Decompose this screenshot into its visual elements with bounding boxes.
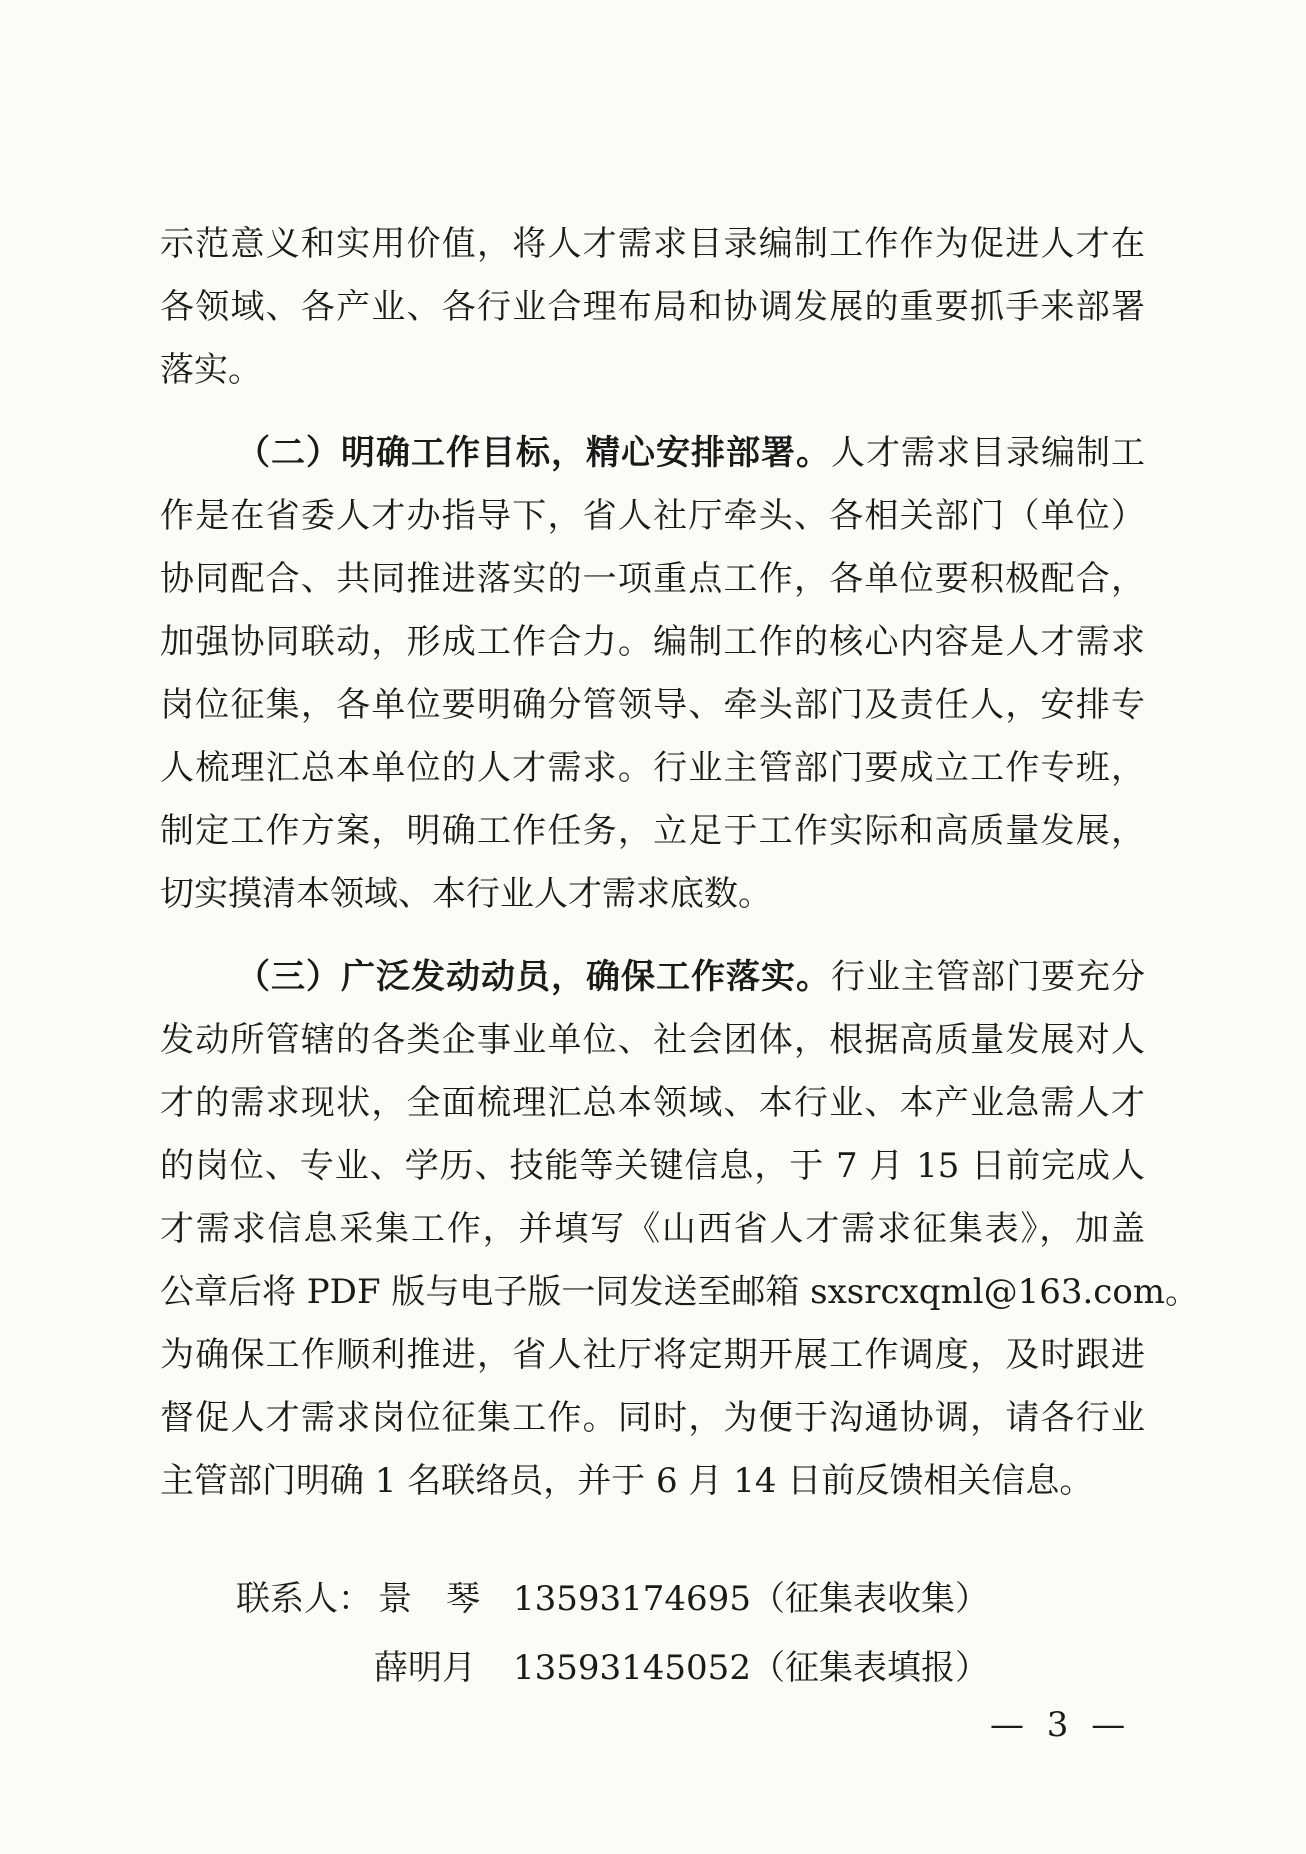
section-2-first-line <box>236 433 1145 473</box>
contact-2-phone: 13593145052（征集表填报） <box>513 1648 989 1688</box>
body-line-12: 才的需求现状，全面梳理汇总本领域、本行业、本产业急需人才 <box>160 1083 1145 1123</box>
body-line-11: 发动所管辖的各类企事业单位、社会团体，根据高质量发展对人 <box>160 1020 1145 1060</box>
contact-1-name: 景 琴 <box>378 1579 480 1619</box>
body-line-1: 示范意义和实用价值，将人才需求目录编制工作作为促进人才在 <box>160 224 1145 264</box>
contact-label: 联系人： <box>236 1579 372 1619</box>
body-line-5: 协同配合、共同推进落实的一项重点工作，各单位要积极配合， <box>160 559 1145 599</box>
body-line-13: 的岗位、专业、学历、技能等关键信息，于 7 月 15 日前完成人 <box>160 1146 1145 1186</box>
body-line-18: 主管部门明确 1 名联络员，并于 6 月 14 日前反馈相关信息。 <box>160 1461 1094 1501</box>
body-line-2: 各领域、各产业、各行业合理布局和协调发展的重要抓手来部署 <box>160 287 1145 327</box>
section-2-lead-text: 人才需求目录编制工 <box>831 433 1145 473</box>
section-3-lead-text: 行业主管部门要充分 <box>831 957 1145 997</box>
section-3-first-line <box>236 957 1145 997</box>
body-line-10: 切实摸清本领域、本行业人才需求底数。 <box>160 874 772 914</box>
body-line-8: 人梳理汇总本单位的人才需求。行业主管部门要成立工作专班， <box>160 748 1145 788</box>
body-line-7: 岗位征集，各单位要明确分管领导、牵头部门及责任人，安排专 <box>160 685 1145 725</box>
contact-2-name: 薛明月 <box>374 1648 476 1688</box>
body-line-17: 督促人才需求岗位征集工作。同时，为便于沟通协调，请各行业 <box>160 1398 1145 1438</box>
page-number: — 3 — <box>990 1705 1132 1745</box>
section-3-heading: （三）广泛发动动员，确保工作落实。 <box>236 957 831 997</box>
body-line-16: 为确保工作顺利推进，省人社厅将定期开展工作调度，及时跟进 <box>160 1335 1145 1375</box>
body-line-3: 落实。 <box>160 350 262 390</box>
body-line-6: 加强协同联动，形成工作合力。编制工作的核心内容是人才需求 <box>160 622 1145 662</box>
body-line-4: 作是在省委人才办指导下，省人社厅牵头、各相关部门（单位） <box>160 496 1145 536</box>
body-line-14: 才需求信息采集工作，并填写《山西省人才需求征集表》，加盖 <box>160 1209 1145 1249</box>
section-2-heading: （二）明确工作目标，精心安排部署。 <box>236 433 831 473</box>
body-line-15: 公章后将 PDF 版与电子版一同发送至邮箱 sxsrcxqml@163.com。 <box>160 1272 1200 1312</box>
contact-1-phone: 13593174695（征集表收集） <box>513 1579 989 1619</box>
body-line-9: 制定工作方案，明确工作任务，立足于工作实际和高质量发展， <box>160 811 1145 851</box>
